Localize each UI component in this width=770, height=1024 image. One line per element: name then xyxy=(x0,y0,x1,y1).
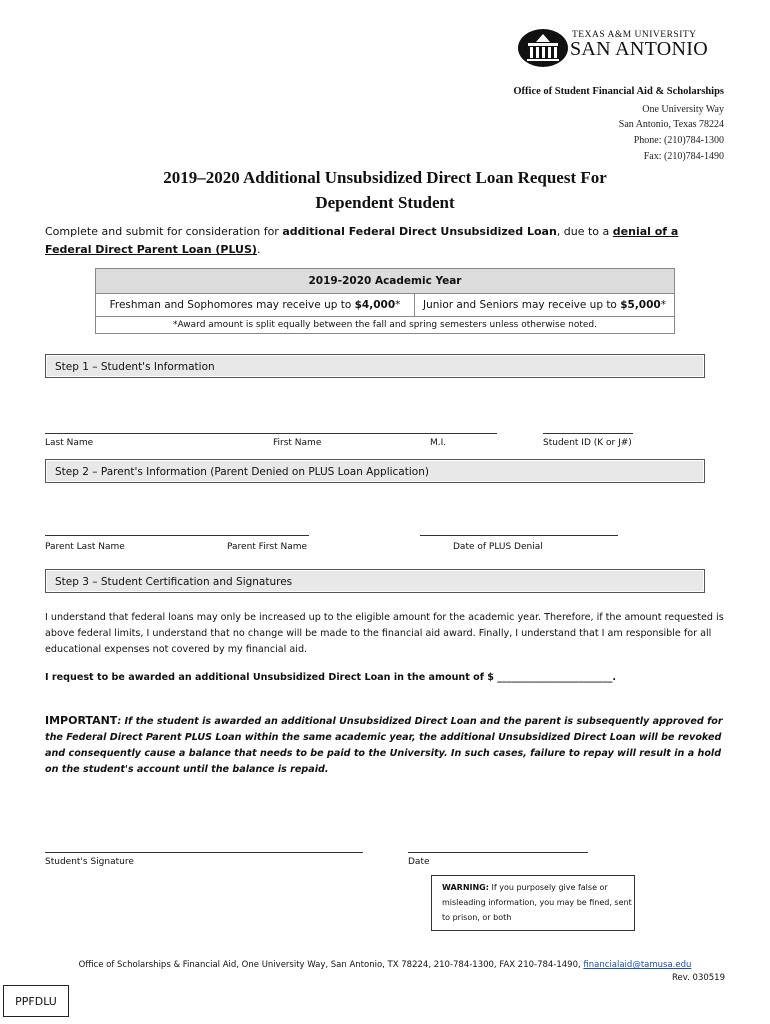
date-label: Date xyxy=(408,857,430,867)
parent-first-name-label: Parent First Name xyxy=(227,542,308,552)
step2-header: Step 2 – Parent's Information (Parent Denied on PLUS Loan Application) xyxy=(45,459,705,483)
loan-amount-request[interactable]: I request to be awarded an additional Unsubsidized Direct Loan in the amount of $ ________________________. xyxy=(45,672,617,683)
intro-end: . xyxy=(256,243,261,256)
student-id-label: Student ID (K or J#) xyxy=(543,438,632,448)
revision-code: Rev. 030519 xyxy=(672,973,725,983)
parent-last-name-label: Parent Last Name xyxy=(45,542,125,552)
office-phone: Phone: (210)784-1300 xyxy=(633,135,724,146)
parent-name-line[interactable] xyxy=(45,535,309,536)
first-name-label: First Name xyxy=(273,438,322,448)
university-building-icon xyxy=(516,26,570,68)
mi-label: M.I. xyxy=(430,438,447,448)
footer-email-link[interactable]: financialaid@tamusa.edu xyxy=(583,960,692,970)
office-city: San Antonio, Texas 78224 xyxy=(618,119,724,130)
form-code-box: PPFDLU xyxy=(3,985,69,1017)
form-title xyxy=(90,165,680,215)
student-signature-line[interactable] xyxy=(45,852,363,853)
office-street: One University Way xyxy=(642,104,724,115)
important-lead: IMPORTANT xyxy=(45,714,118,727)
intro-part2: , due to a xyxy=(556,225,613,238)
student-id-line[interactable] xyxy=(543,433,633,434)
intro-underlined: denial of a Federal Direct Parent Loan (PLUS) xyxy=(45,225,679,256)
office-fax: Fax: (210)784-1490 xyxy=(643,151,724,162)
award-freshman-cell xyxy=(96,294,415,317)
office-name: Office of Student Financial Aid & Scholarships xyxy=(513,86,724,97)
junior-text: Junior and Seniors may receive up to xyxy=(423,299,621,311)
warning-lead: WARNING: xyxy=(442,883,489,892)
date-line[interactable] xyxy=(408,852,588,853)
award-table-header: 2019-2020 Academic Year xyxy=(96,269,675,294)
award-table xyxy=(95,268,675,334)
last-name-label: Last Name xyxy=(45,438,94,448)
intro-part1: Complete and submit for consideration for xyxy=(45,225,283,238)
intro-bold: additional Federal Direct Unsubsidized Loan xyxy=(282,225,557,238)
freshman-star: * xyxy=(395,299,401,311)
plus-denial-date-label: Date of PLUS Denial xyxy=(453,542,543,552)
form-title-line2: Dependent Student xyxy=(315,193,455,212)
footer-text: Office of Scholarships & Financial Aid, One University Way, San Antonio, TX 78224, 210-784-1300, FAX 210-784-1490, xyxy=(78,960,584,970)
form-title-line1: 2019–2020 Additional Unsubsidized Direct Loan Request For xyxy=(163,168,607,187)
university-logo xyxy=(516,26,721,70)
award-junior-cell xyxy=(415,294,675,317)
award-note: *Award amount is split equally between the fall and spring semesters unless otherwise noted. xyxy=(96,317,675,334)
footer xyxy=(0,960,770,970)
plus-denial-date-line[interactable] xyxy=(420,535,618,536)
freshman-text: Freshman and Sophomores may receive up to xyxy=(109,299,355,311)
warning-box xyxy=(431,875,635,931)
important-text: : If the student is awarded an additional Unsubsidized Direct Loan and the parent is subsequently approved for the Federal Direct Parent PLUS Loan within the same academic year, the additional Unsubsidized Direct Loan will be revoked and consequently cause a balance that needs to be paid to the University. In such cases, failure to repay will result in a hold on the student's account until the balance is repaid. xyxy=(45,716,723,775)
logo-text-main: SAN ANTONIO xyxy=(570,38,708,60)
step3-header: Step 3 – Student Certification and Signatures xyxy=(45,569,705,593)
student-name-line[interactable] xyxy=(45,433,497,434)
freshman-amount: $4,000 xyxy=(354,299,396,311)
intro-text xyxy=(45,223,705,259)
logo-text-top: TEXAS A&M UNIVERSITY xyxy=(572,30,697,40)
warning-text: If you purposely give false or misleading information, you may be fined, sent to prison, or both xyxy=(442,883,632,922)
step1-header: Step 1 – Student's Information xyxy=(45,354,705,378)
junior-amount: $5,000 xyxy=(620,299,661,311)
certification-text: I understand that federal loans may only be increased up to the eligible amount for the academic year. Therefore, if the amount requested is above federal limits, I understand that no change will be made to the financial aid award. Finally, I understand that I am responsible for all educational expenses not covered by my financial aid. xyxy=(45,612,724,655)
junior-star: * xyxy=(660,299,666,311)
student-signature-label: Student's Signature xyxy=(45,857,134,867)
important-notice xyxy=(45,713,725,778)
